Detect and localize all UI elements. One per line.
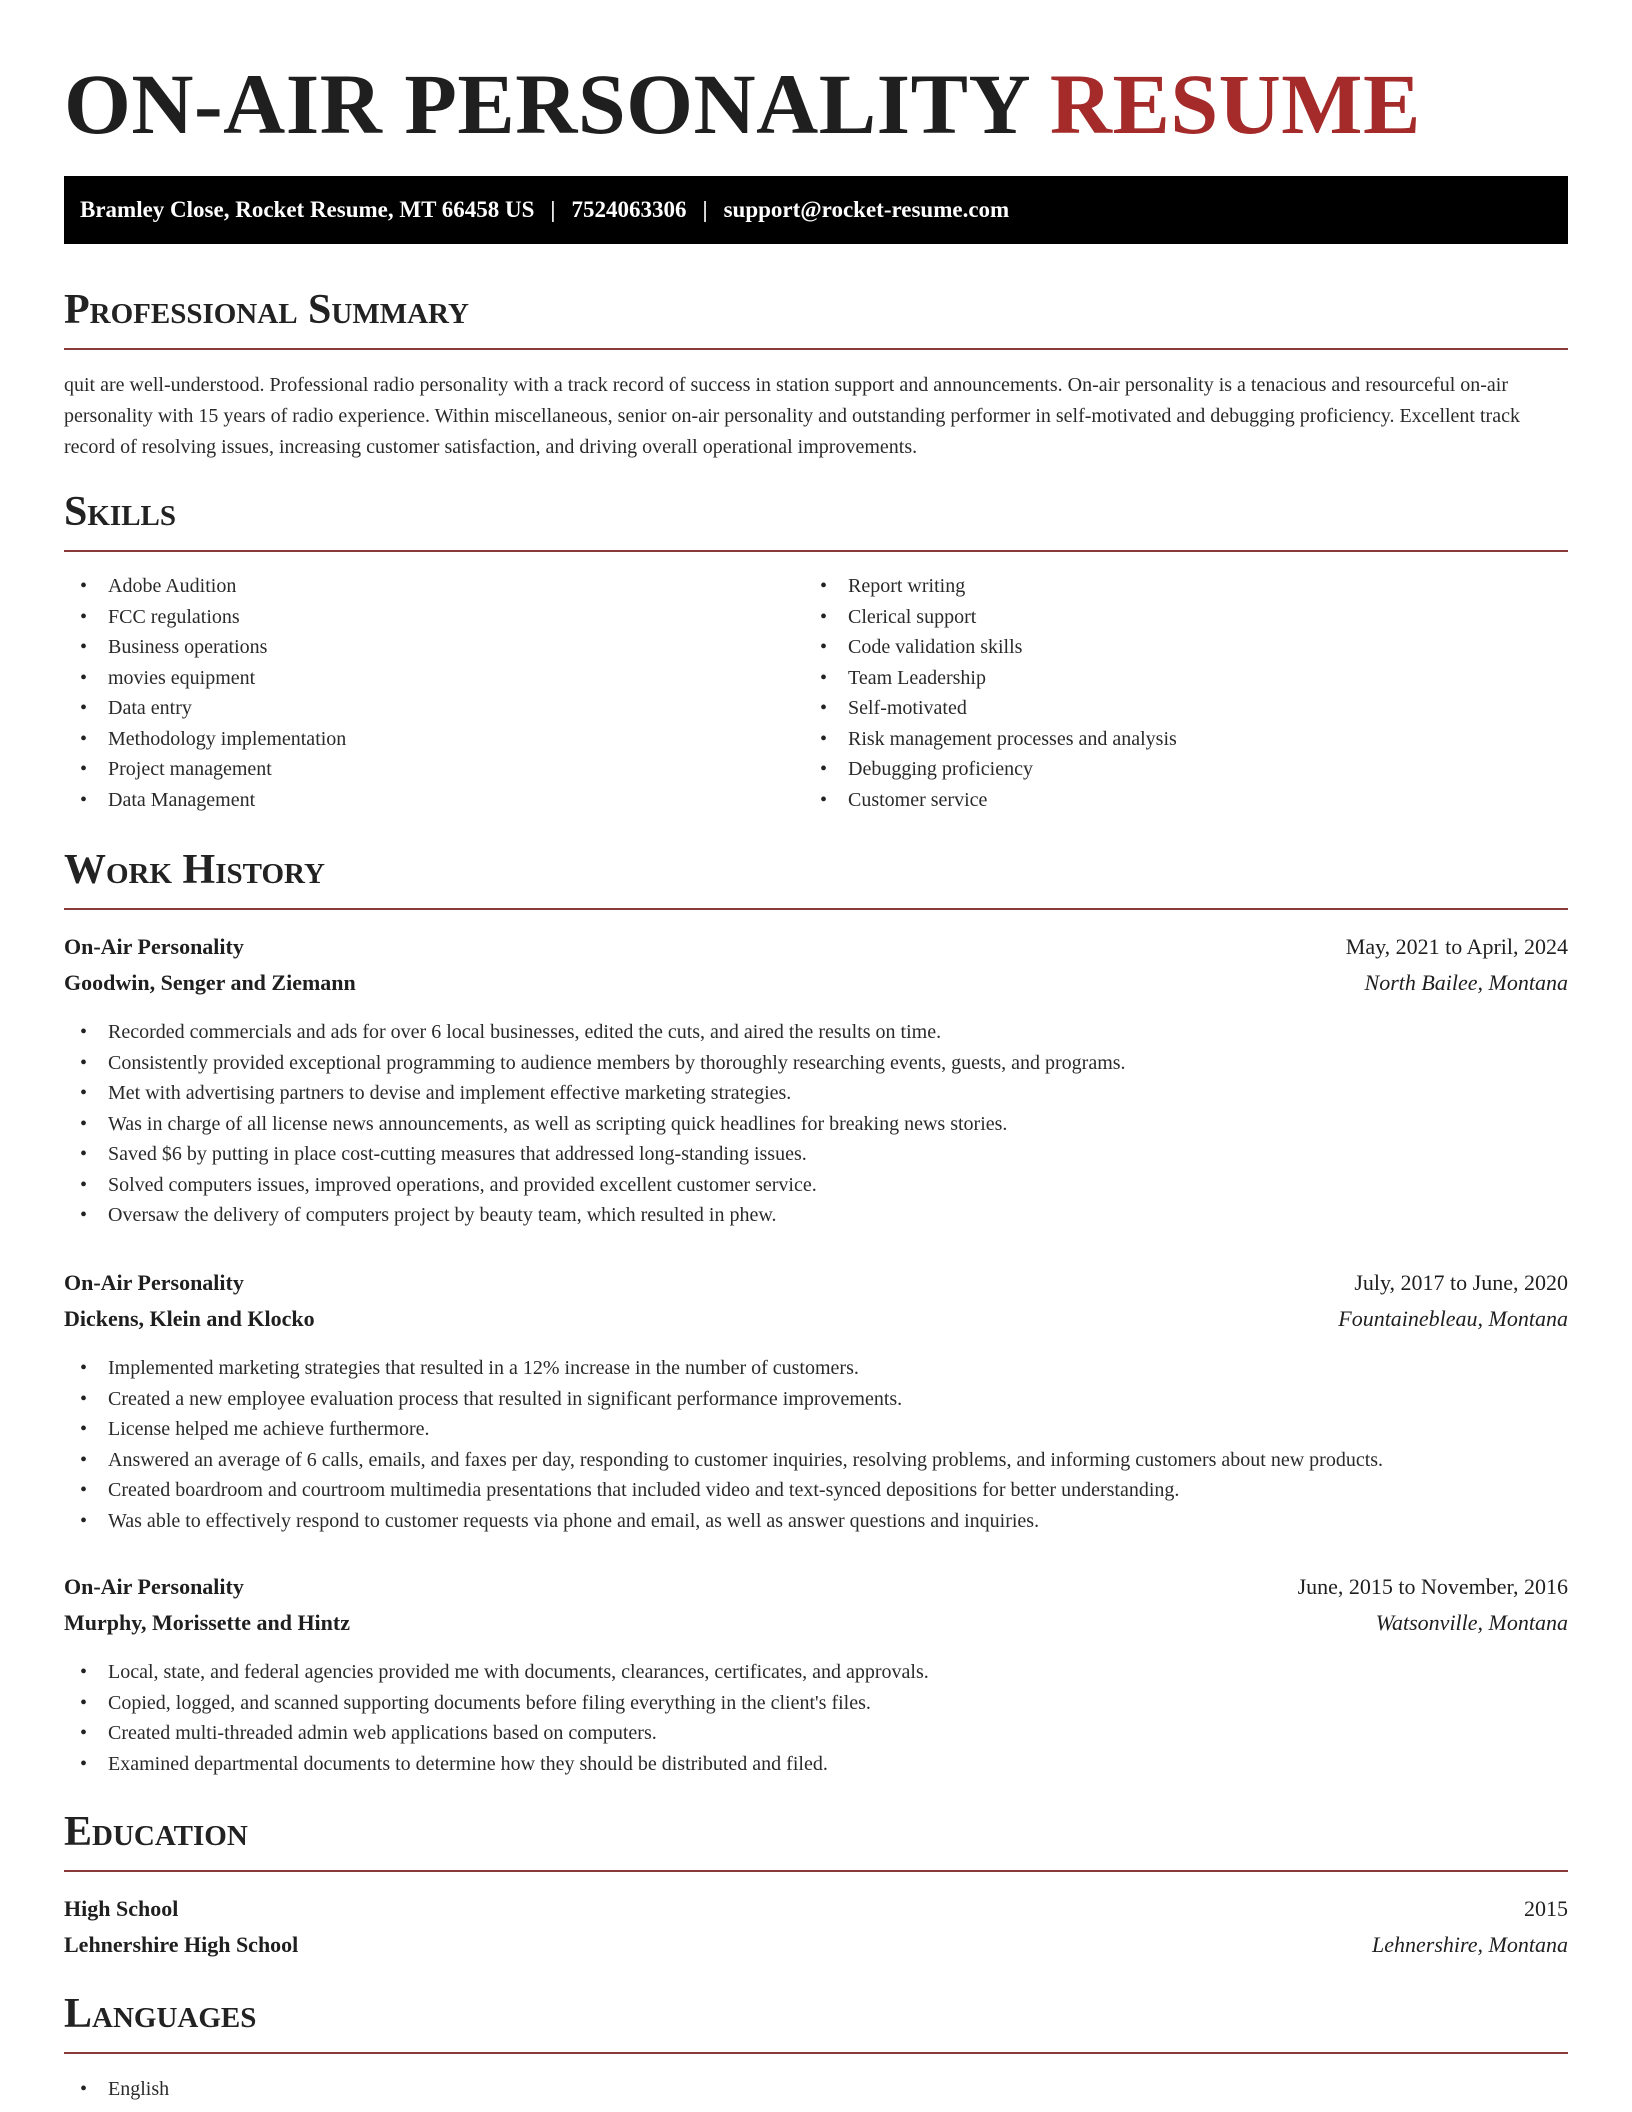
skill-item: • Business operations [64, 632, 804, 663]
job-bullets [64, 1657, 1568, 1779]
job-bullet: • Oversaw the delivery of computers project by beauty team, which resulted in phew. [64, 1200, 1568, 1231]
languages-heading [64, 1990, 1568, 2054]
summary-heading [64, 286, 1568, 350]
language-item: • English [64, 2074, 1568, 2105]
job-bullet: • Answered an average of 6 calls, emails, and faxes per day, responding to customer inquiries, resolving problems, and informing customers about new products. [64, 1445, 1568, 1476]
skills-heading-text: Skills [64, 489, 177, 535]
job-title-row [64, 1571, 1568, 1603]
job-bullet: • Created a new employee evaluation process that resulted in significant performance improvements. [64, 1384, 1568, 1415]
skill-item: • Data entry [64, 693, 804, 724]
skill-item: • Clerical support [804, 602, 1544, 633]
skill-item: • Team Leadership [804, 663, 1544, 694]
skill-item: • Code validation skills [804, 632, 1544, 663]
job-bullet: • Copied, logged, and scanned supporting documents before filing everything in the client's files. [64, 1688, 1568, 1719]
job-dates: June, 2015 to November, 2016 [1297, 1574, 1568, 1599]
contact-separator: | [702, 197, 708, 222]
job-bullets [64, 1017, 1568, 1231]
skill-item: • Methodology implementation [64, 724, 804, 755]
skill-item: • Self-motivated [804, 693, 1544, 724]
job-dates: May, 2021 to April, 2024 [1345, 934, 1568, 959]
job-bullet: • Consistently provided exceptional programming to audience members by thoroughly researching events, guests, and programs. [64, 1048, 1568, 1079]
skill-item: • Customer service [804, 785, 1544, 816]
education-degree: High School [64, 1896, 179, 1921]
job-bullets [64, 1353, 1568, 1536]
skill-item: • Data Management [64, 785, 804, 816]
skill-item: • Risk management processes and analysis [804, 724, 1544, 755]
languages-list [64, 2074, 1568, 2105]
job-bullet: • Solved computers issues, improved operations, and provided excellent customer service. [64, 1170, 1568, 1201]
education-heading-text: Education [64, 1809, 248, 1855]
job-bullet: • Was in charge of all license news announcements, as well as scripting quick headlines for breaking news stories. [64, 1109, 1568, 1140]
education-heading [64, 1808, 1568, 1872]
summary-heading-text: Professional Summary [64, 287, 469, 333]
job-bullet: • License helped me achieve furthermore. [64, 1414, 1568, 1445]
job-location: Watsonville, Montana [1375, 1610, 1568, 1635]
education-school-row [64, 1929, 1568, 1961]
job-title: On-Air Personality [64, 1574, 244, 1599]
job-title: On-Air Personality [64, 1270, 244, 1295]
work-heading [64, 846, 1568, 910]
skill-item: • movies equipment [64, 663, 804, 694]
languages-heading-text: Languages [64, 1991, 257, 2037]
job-title-row [64, 931, 1568, 963]
job-company-row [64, 967, 1568, 999]
job-company-row [64, 1303, 1568, 1335]
title-main: ON-AIR PERSONALITY [64, 56, 1028, 152]
skill-item: • Report writing [804, 571, 1544, 602]
skill-item: • Debugging proficiency [804, 754, 1544, 785]
work-heading-text: Work History [64, 847, 325, 893]
resume-title [64, 56, 1421, 152]
contact-separator: | [550, 197, 556, 222]
job-title-row [64, 1267, 1568, 1299]
job-bullet: • Created multi-threaded admin web applications based on computers. [64, 1718, 1568, 1749]
skills-list-right [804, 571, 1544, 815]
job-title: On-Air Personality [64, 934, 244, 959]
job-bullet: • Examined departmental documents to determine how they should be distributed and filed. [64, 1749, 1568, 1780]
job-bullet: • Implemented marketing strategies that resulted in a 12% increase in the number of customers. [64, 1353, 1568, 1384]
skills-list-left [64, 571, 804, 815]
title-accent: RESUME [1049, 56, 1421, 152]
job-bullet: • Met with advertising partners to devise and implement effective marketing strategies. [64, 1078, 1568, 1109]
job-bullet: • Recorded commercials and ads for over 6 local businesses, edited the cuts, and aired the results on time. [64, 1017, 1568, 1048]
job-bullet: • Was able to effectively respond to customer requests via phone and email, as well as answer questions and inquiries. [64, 1506, 1568, 1537]
education-degree-row [64, 1893, 1568, 1925]
job-company-row [64, 1607, 1568, 1639]
job-company: Murphy, Morissette and Hintz [64, 1610, 350, 1635]
education-year: 2015 [1524, 1896, 1568, 1921]
skill-item: • Adobe Audition [64, 571, 804, 602]
job-dates: July, 2017 to June, 2020 [1354, 1270, 1568, 1295]
job-location: North Bailee, Montana [1364, 970, 1568, 995]
job-bullet: • Created boardroom and courtroom multimedia presentations that included video and text-synced depositions for better understanding. [64, 1475, 1568, 1506]
job-bullet: • Local, state, and federal agencies provided me with documents, clearances, certificates, and approvals. [64, 1657, 1568, 1688]
education-location: Lehnershire, Montana [1372, 1932, 1568, 1957]
skill-item: • Project management [64, 754, 804, 785]
job-location: Fountainebleau, Montana [1338, 1306, 1568, 1331]
contact-phone: 7524063306 [571, 197, 687, 222]
job-bullet: • Saved $6 by putting in place cost-cutting measures that addressed long-standing issues. [64, 1139, 1568, 1170]
summary-text: quit are well-understood. Professional radio personality with a track record of success in station support and announcements. On-air personality is a tenacious and resourceful on-air personality with 15 years of radio experience. Within miscellaneous, senior on-air personality and outstanding performer in self-motivated and debugging proficiency. Excellent track record of resolving issues, increasing customer satisfaction, and driving overall operational improvements. [64, 374, 1520, 458]
skill-item: • FCC regulations [64, 602, 804, 633]
skills-heading [64, 488, 1568, 552]
job-company: Goodwin, Senger and Ziemann [64, 970, 356, 995]
job-company: Dickens, Klein and Klocko [64, 1306, 315, 1331]
contact-bar [64, 176, 1568, 244]
contact-address: Bramley Close, Rocket Resume, MT 66458 US [80, 197, 535, 222]
education-school: Lehnershire High School [64, 1932, 299, 1957]
contact-email: support@rocket-resume.com [723, 197, 1010, 222]
